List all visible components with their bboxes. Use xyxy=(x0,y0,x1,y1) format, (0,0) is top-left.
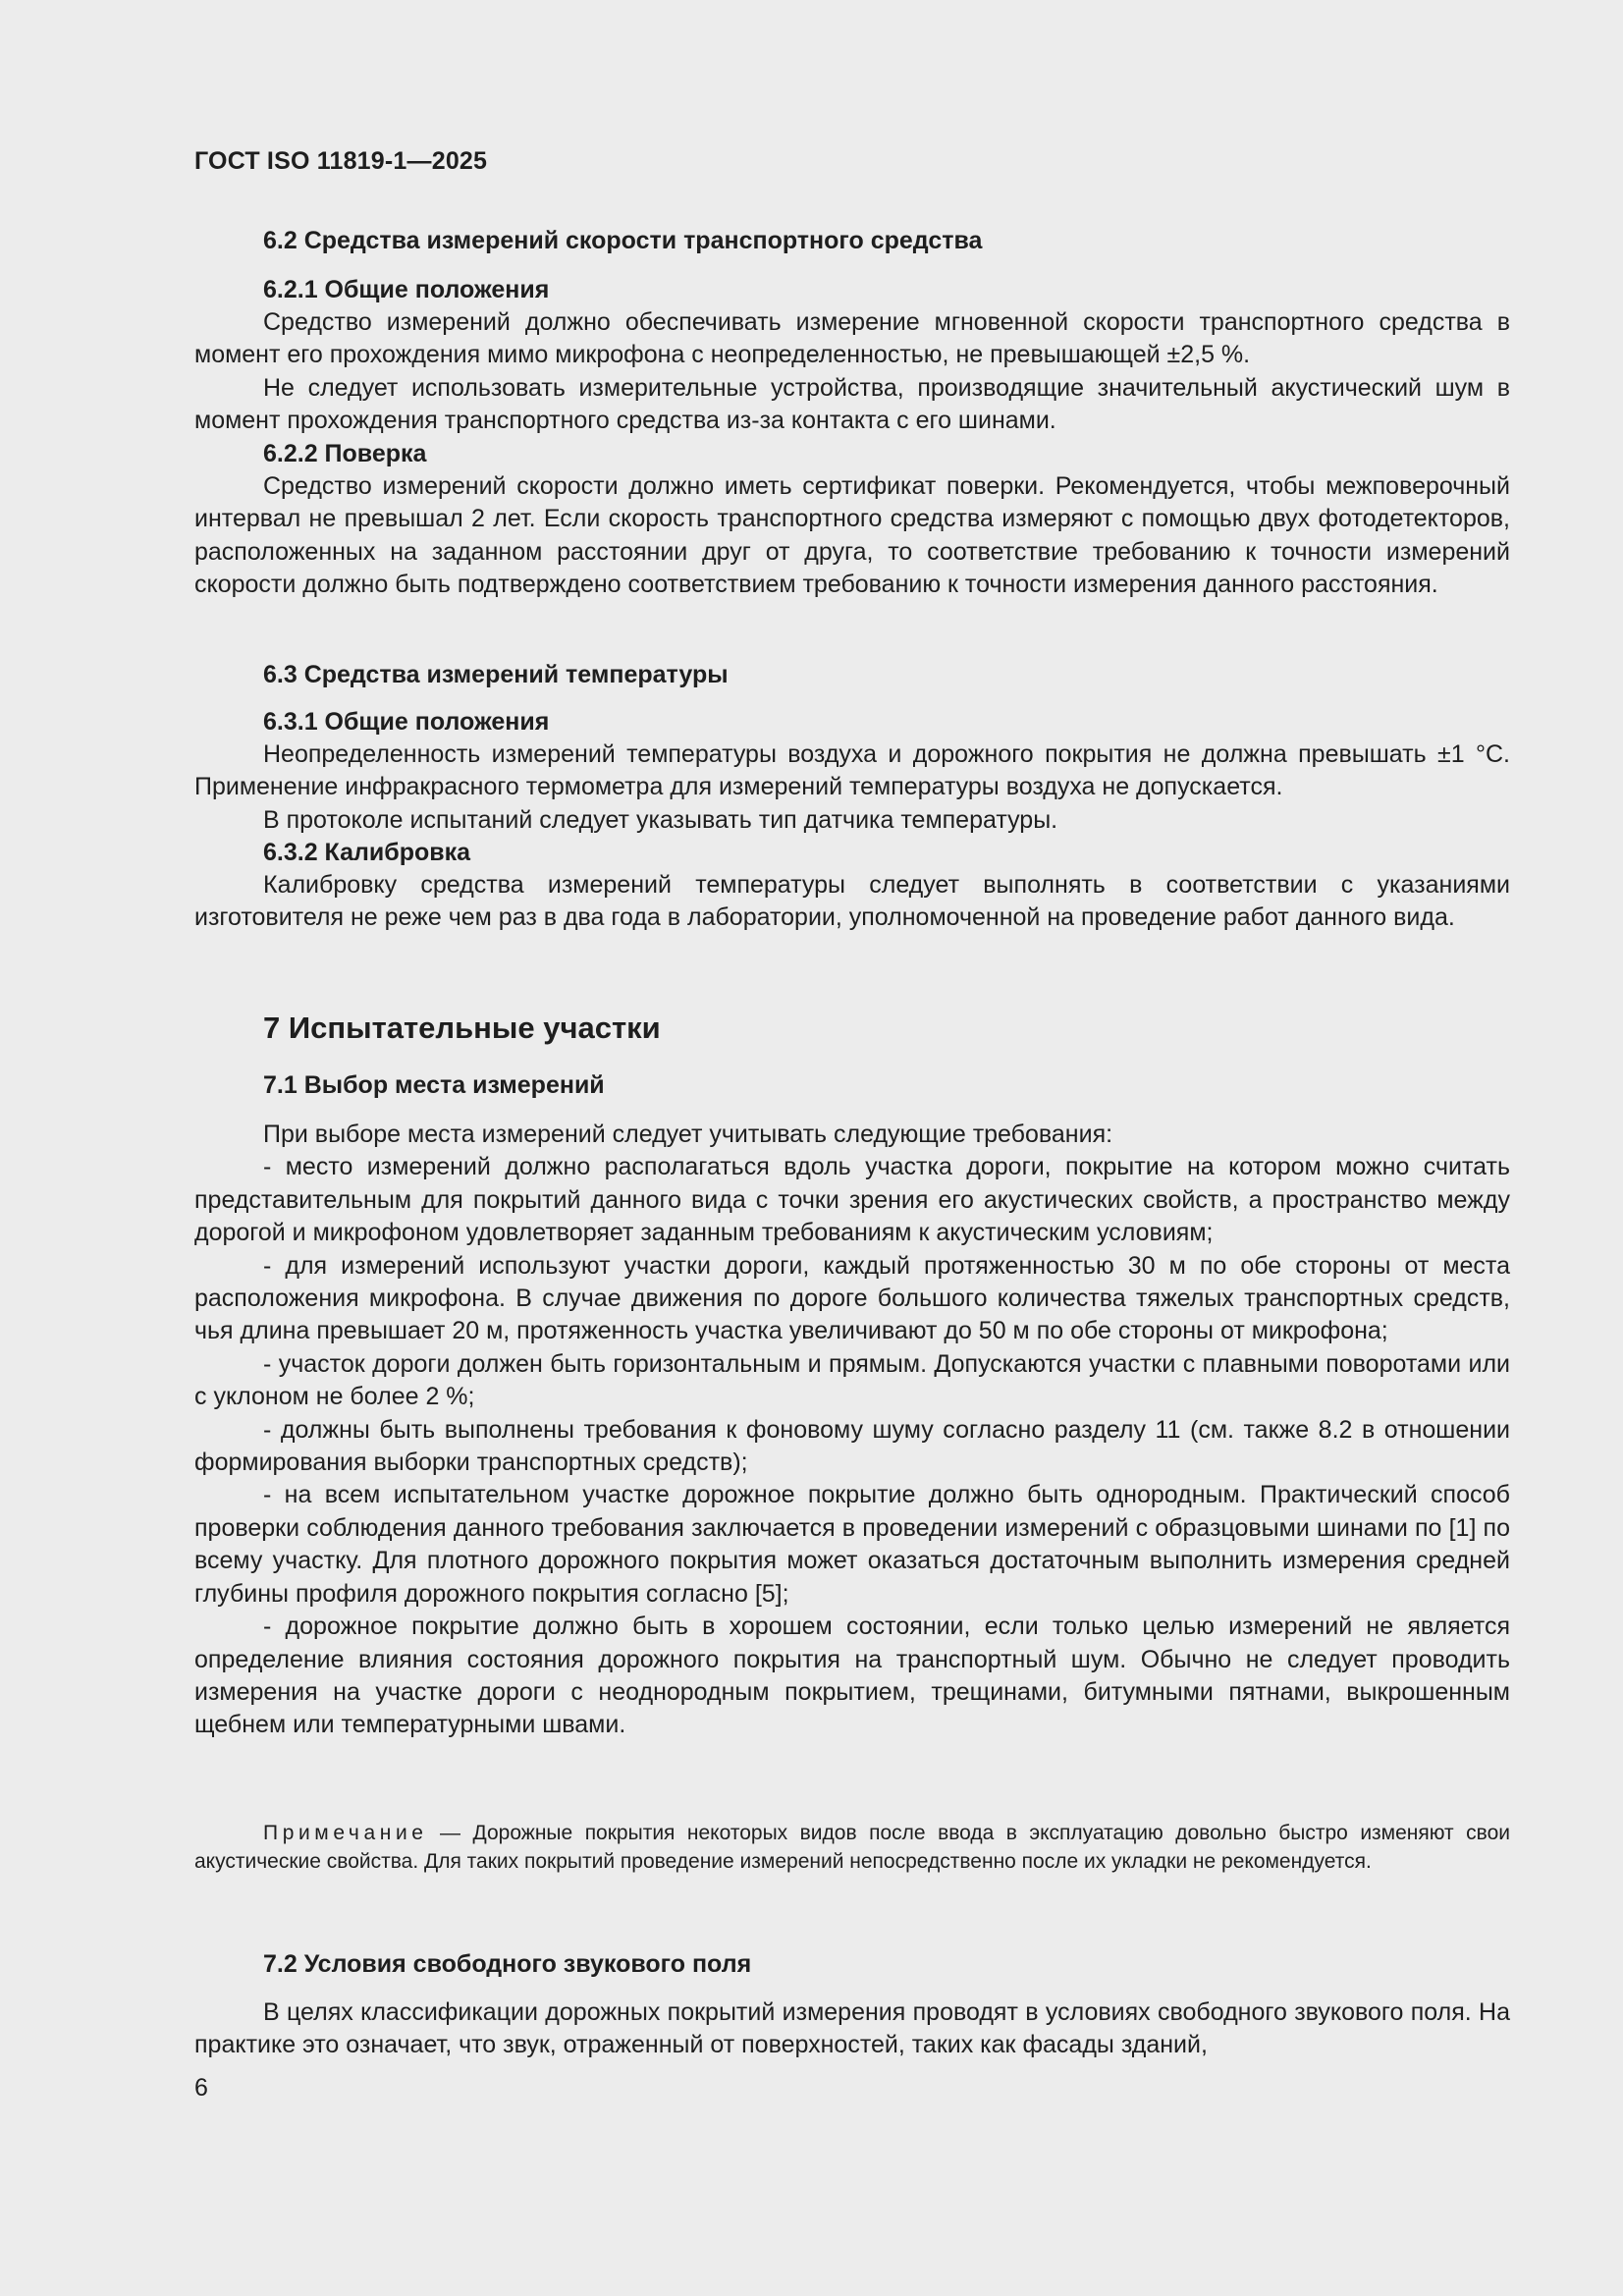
section-7-1-title: 7.1 Выбор места измерений xyxy=(263,1071,605,1099)
section-6-2-1 xyxy=(194,274,1510,438)
document-code-header: ГОСТ ISO 11819-1—2025 xyxy=(194,147,488,175)
section-6-2-1-title: 6.2.1 Общие положения xyxy=(263,276,550,303)
section-7-2 xyxy=(194,1948,1510,1981)
list-item: - должны быть выполнены требования к фоновому шуму согласно разделу 11 (см. также 8.2 в отношении формирования выборки транспортных средств); xyxy=(194,1415,1510,1477)
section-7-title: 7 Испытательные участки xyxy=(263,1011,661,1045)
paragraph: Средство измерений должно обеспечивать измерение мгновенной скорости транспортного средства в момент его прохождения мимо микрофона с неопределенностью, не превышающей ±2,5 %. xyxy=(194,308,1510,369)
paragraph: При выборе места измерений следует учитывать следующие требования: xyxy=(263,1121,1113,1148)
list-item: - на всем испытательном участке дорожное покрытие должно быть однородным. Практический способ проверки соблюдения данного требования заключается в проведении измерений с образцовыми шинами по [1] по всему участку. Для плотного дорожного покрытия может оказаться достаточным выполнить измерения средней глубины профиля дорожного покрытия согласно [5]; xyxy=(194,1481,1510,1608)
list-item: - место измерений должно располагаться вдоль участка дороги, покрытие на котором можно считать представительным для покрытий данного вида с точки зрения его акустических свойств, а пространство между дорогой и микрофоном удовлетворяет заданным требованиям к акустическим условиям; xyxy=(194,1153,1510,1247)
paragraph: В протоколе испытаний следует указывать тип датчика температуры. xyxy=(263,805,1058,834)
section-6-2-2-title: 6.2.2 Поверка xyxy=(263,440,427,467)
paragraph: В целях классификации дорожных покрытий измерения проводят в условиях свободного звукового поля. На практике это означает, что звук, отраженный от поверхностей, таких как фасады зданий, xyxy=(194,1998,1510,2059)
section-7-2-title: 7.2 Условия свободного звукового поля xyxy=(263,1950,752,1978)
paragraph: Средство измерений скорости должно иметь сертификат поверки. Рекомендуется, чтобы межповерочный интервал не превышал 2 лет. Если скорость транспортного средства измеряют с помощью двух фотодетекторов, расположенных на заданном расстоянии друг от друга, то соответствие требованию к точности измерений скорости должно быть подтверждено соответствием требованию к точности измерения данного расстояния. xyxy=(194,472,1510,599)
section-7-2-body xyxy=(194,1996,1510,2062)
paragraph: Не следует использовать измерительные устройства, производящие значительный акустический шум в момент прохождения транспортного средства из-за контакта с его шинами. xyxy=(194,373,1510,435)
list-item: - для измерений используют участки дороги, каждый протяженностью 30 м по обе стороны от места расположения микрофона. В случае движения по дороге большого количества тяжелых транспортных средств, чья длина превышает 20 м, протяженность участка увеличивают до 50 м по обе стороны от микрофона; xyxy=(194,1251,1510,1345)
note-block xyxy=(194,1820,1510,1876)
section-6-3-2 xyxy=(194,837,1510,935)
section-6-2 xyxy=(194,225,1510,257)
section-7-1-body xyxy=(194,1119,1510,1742)
page-number: 6 xyxy=(194,2074,208,2102)
note xyxy=(194,1820,1510,1876)
paragraph: Неопределенность измерений температуры воздуха и дорожного покрытия не должна превышать ±1 °С. Применение инфракрасного термометра для измерений температуры воздуха не допускается. xyxy=(194,740,1510,801)
list-item: - дорожное покрытие должно быть в хорошем состоянии, если только целью измерений не является определение влияния состояния дорожного покрытия на транспортный шум. Обычно не следует проводить измерения на участке дороги с неоднородным покрытием, трещинами, битумными пятнами, выкрошенным щебнем или температурными швами. xyxy=(194,1613,1510,1739)
section-7-1 xyxy=(194,1069,1510,1102)
section-6-2-title: 6.2 Средства измерений скорости транспортного средства xyxy=(263,227,983,254)
section-6-3-2-title: 6.3.2 Калибровка xyxy=(263,839,471,866)
section-6-3-1 xyxy=(194,706,1510,837)
note-label: Примечание xyxy=(263,1822,428,1844)
section-6-3 xyxy=(194,659,1510,691)
section-6-3-1-title: 6.3.1 Общие положения xyxy=(263,708,550,736)
paragraph: Калибровку средства измерений температуры следует выполнять в соответствии с указаниями изготовителя не реже чем раз в два года в лаборатории, уполномоченной на проведение работ данного вида. xyxy=(194,871,1510,932)
note-text: — Дорожные покрытия некоторых видов после ввода в эксплуатацию довольно быстро изменяют свои акустические свойства. Для таких покрытий проведение измерений непосредственно после их укладки не рекомендуется. xyxy=(194,1822,1510,1873)
list-item: - участок дороги должен быть горизонтальным и прямым. Допускаются участки с плавными поворотами или с уклоном не более 2 %; xyxy=(194,1349,1510,1411)
section-6-2-2 xyxy=(194,438,1510,602)
section-6-3-title: 6.3 Средства измерений температуры xyxy=(263,661,729,688)
section-7 xyxy=(194,1009,1510,1048)
